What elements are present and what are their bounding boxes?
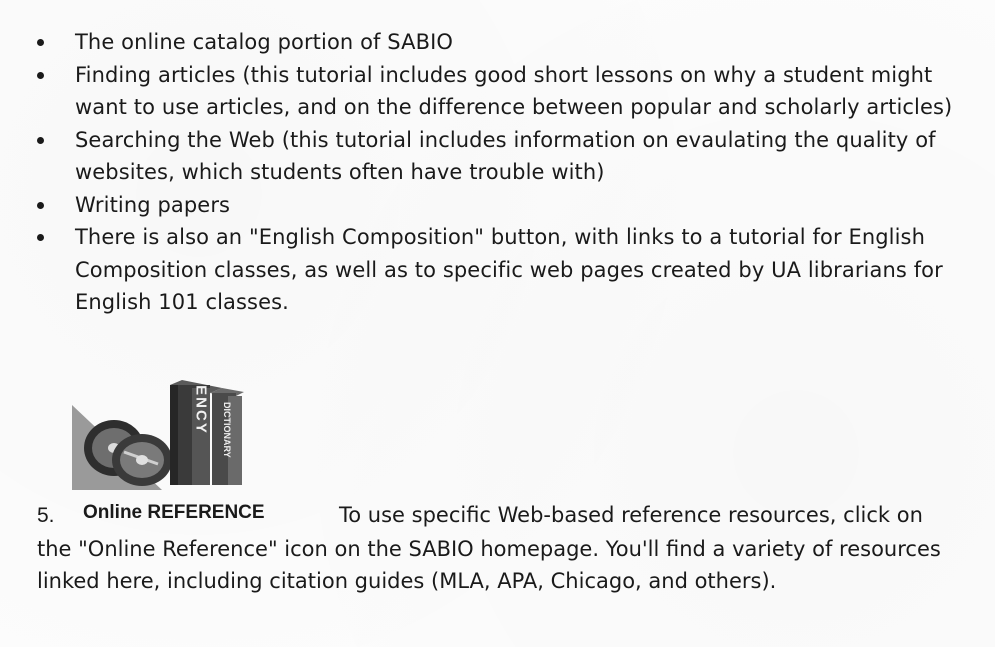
bullet-text: Writing papers — [75, 192, 231, 217]
reference-description: To use specific Web-based reference resources, click on the "Online Reference" icon on the SABIO homepage. You'll find a variety of resources linked here, including citation guides (MLA, APA, Chicago, and others). — [37, 503, 941, 593]
bullet-dot — [37, 137, 44, 144]
online-reference-icon[interactable] — [72, 380, 252, 490]
online-reference-label[interactable]: Online REFERENCE — [83, 502, 265, 523]
section-number: 5. — [37, 504, 55, 527]
bullet-item-web — [0, 124, 995, 189]
bullet-text: The online catalog portion of SABIO — [75, 30, 454, 54]
bullet-text: There is also an "English Composition" button, with links to a tutorial for English Composition classes, as well as to specific web pages created by UA librarians for English 101 classes. — [75, 225, 943, 314]
bullet-dot — [37, 39, 44, 46]
bullet-item-papers — [0, 189, 995, 222]
bullet-item-catalog — [0, 26, 995, 59]
book-spine-dictionary: DICTIONARY — [222, 402, 232, 458]
bullet-dot — [37, 72, 44, 79]
book-spine-ency: ENCY — [192, 385, 210, 435]
dictionary-book-icon — [210, 388, 244, 485]
bullet-text: Searching the Web (this tutorial includes information on evaulating the quality of websites, which students often have trouble with) — [75, 127, 936, 184]
bullet-dot — [37, 234, 44, 241]
bullet-text: Finding articles (this tutorial includes good short lessons on why a student might want to use articles, and on the difference between popular and scholarly articles) — [75, 62, 953, 119]
bullet-dot — [37, 202, 44, 209]
online-reference-section — [37, 497, 957, 598]
bullet-item-articles — [0, 59, 995, 124]
bullet-item-composition — [0, 221, 995, 319]
bullet-list — [0, 26, 995, 319]
